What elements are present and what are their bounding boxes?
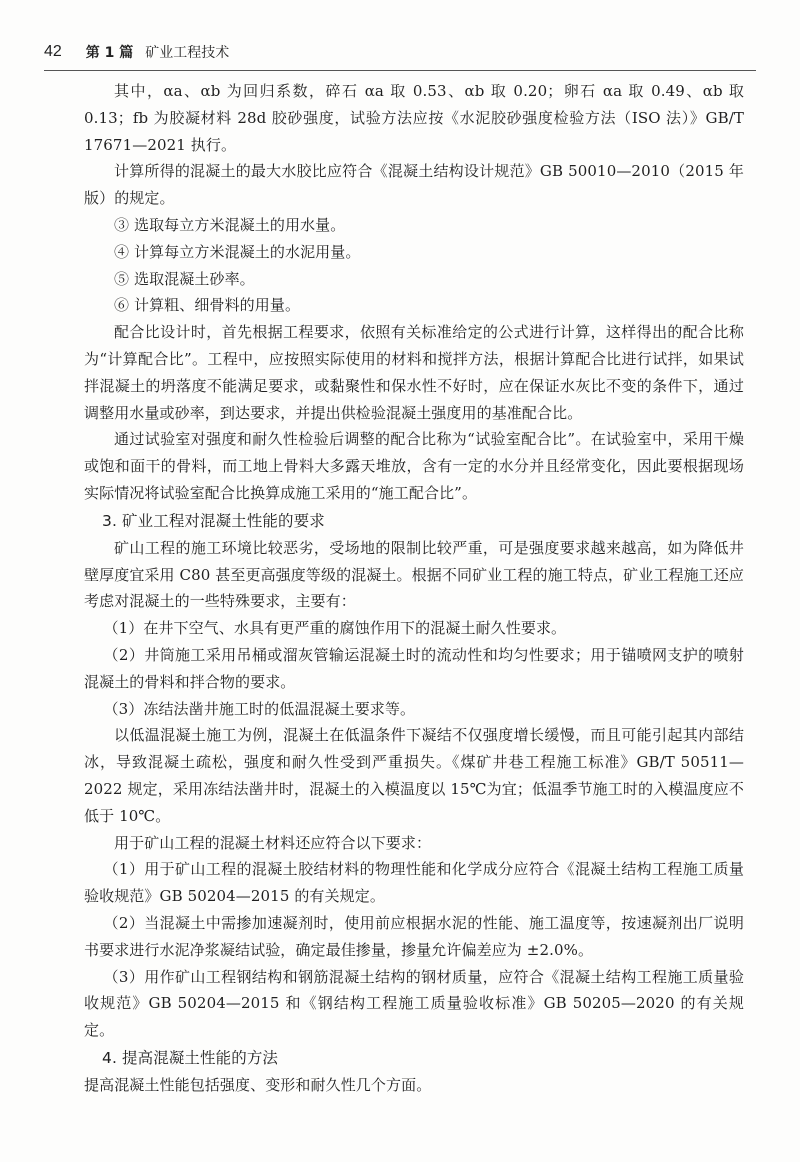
paragraph-improvement: 提高混凝土性能包括强度、变形和耐久性几个方面。 <box>84 1075 432 1094</box>
paragraph-coefficients: 其中，αa、αb 为回归系数，碎石 αa 取 0.53、αb 取 0.20；卵石 αa 取 0.49、αb 取 0.13；fb 为胶凝材料 28d 胶砂强度，试验方法应按《水泥胶砂强度检验方法（ISO 法）》GB/T 17671—2021 执行。 <box>84 82 744 154</box>
page-number: 42 <box>44 43 62 60</box>
header-divider <box>44 70 756 71</box>
running-header <box>44 38 754 66</box>
step-3: ③ 选取每立方米混凝土的用水量。 <box>114 215 346 234</box>
paragraph-lab-mix: 通过试验室对强度和耐久性检验后调整的配合比称为“试验室配合比”。在试验室中，采用干燥或饱和面干的骨料，而工地上骨料大多露天堆放，含有一定的水分并且经常变化，因此要根据现场实际情况将试验室配合比换算成施工采用的“施工配合比”。 <box>84 430 744 502</box>
list-item-1: （1）在井下空气、水具有更严重的腐蚀作用下的混凝土耐久性要求。 <box>103 619 567 638</box>
list-item-2: （2）井筒施工采用吊桶或溜灰管输运混凝土时的流动性和均匀性要求；用于锚喷网支护的喷射混凝土的骨料和拌合物的要求。 <box>84 645 744 691</box>
paragraph-material-requirements: 用于矿山工程的混凝土材料还应符合以下要求： <box>114 833 432 852</box>
section-heading-3: 3. 矿业工程对混凝土性能的要求 <box>102 511 325 530</box>
body-text <box>84 78 744 1099</box>
paragraph-mining-conditions: 矿山工程的施工环境比较恶劣，受场地的限制比较严重，可是强度要求越来越高，如为降低井壁厚度宜采用 C80 甚至更高强度等级的混凝土。根据不同矿业工程的施工特点，矿业工程施工还应考虑对混凝土的一些特殊要求，主要有： <box>84 538 744 611</box>
paragraph-calculated-mix: 配合比设计时，首先根据工程要求，依照有关标准给定的公式进行计算，这样得出的配合比称为“计算配合比”。工程中，应按照实际使用的材料和搅拌方法，根据计算配合比进行试拌，如果试拌混凝土的坍落度不能满足要求，或黏聚性和保水性不好时，应在保证水灰比不变的条件下，通过调整用水量或砂率，到达要求，并提出供检验混凝土强度用的基准配合比。 <box>84 323 744 422</box>
step-4: ④ 计算每立方米混凝土的水泥用量。 <box>114 242 361 261</box>
step-6: ⑥ 计算粗、细骨料的用量。 <box>114 296 301 315</box>
paragraph-low-temperature: 以低温混凝土施工为例，混凝土在低温条件下凝结不仅强度增长缓慢，而且可能引起其内部结冰，导致混凝土疏松，强度和耐久性受到严重损失。《煤矿井巷工程施工标准》GB/T 50511—2022 规定，采用冻结法凿井时，混凝土的入模温度以 15℃为宜；低温季节施工时的入模温度应不低于 10℃。 <box>84 726 744 825</box>
chapter-title: 矿业工程技术 <box>145 45 230 61</box>
list-item-3: （3）冻结法凿井施工时的低温混凝土要求等。 <box>103 699 416 718</box>
chapter-label: 第 1 篇 <box>85 45 134 61</box>
paragraph-max-water-binder-ratio: 计算所得的混凝土的最大水胶比应符合《混凝土结构设计规范》GB 50010—2010（2015 年版）的规定。 <box>84 162 744 208</box>
requirement-item-1: （1）用于矿山工程的混凝土胶结材料的物理性能和化学成分应符合《混凝土结构工程施工质量验收规范》GB 50204—2015 的有关规定。 <box>84 860 744 906</box>
requirement-item-3: （3）用作矿山工程钢结构和钢筋混凝土结构的钢材质量，应符合《混凝土结构工程施工质量验收规范》GB 50204—2015 和《钢结构工程施工质量验收标准》GB 50205—2020 的有关规定。 <box>84 967 744 1040</box>
requirement-item-2: （2）当混凝土中需掺加速凝剂时，使用前应根据水泥的性能、施工温度等，按速凝剂出厂说明书要求进行水泥净浆凝结试验，确定最佳掺量，掺量允许偏差应为 ±2.0%。 <box>84 913 744 959</box>
step-5: ⑤ 选取混凝土砂率。 <box>114 269 255 288</box>
section-heading-4: 4. 提高混凝土性能的方法 <box>102 1048 279 1067</box>
